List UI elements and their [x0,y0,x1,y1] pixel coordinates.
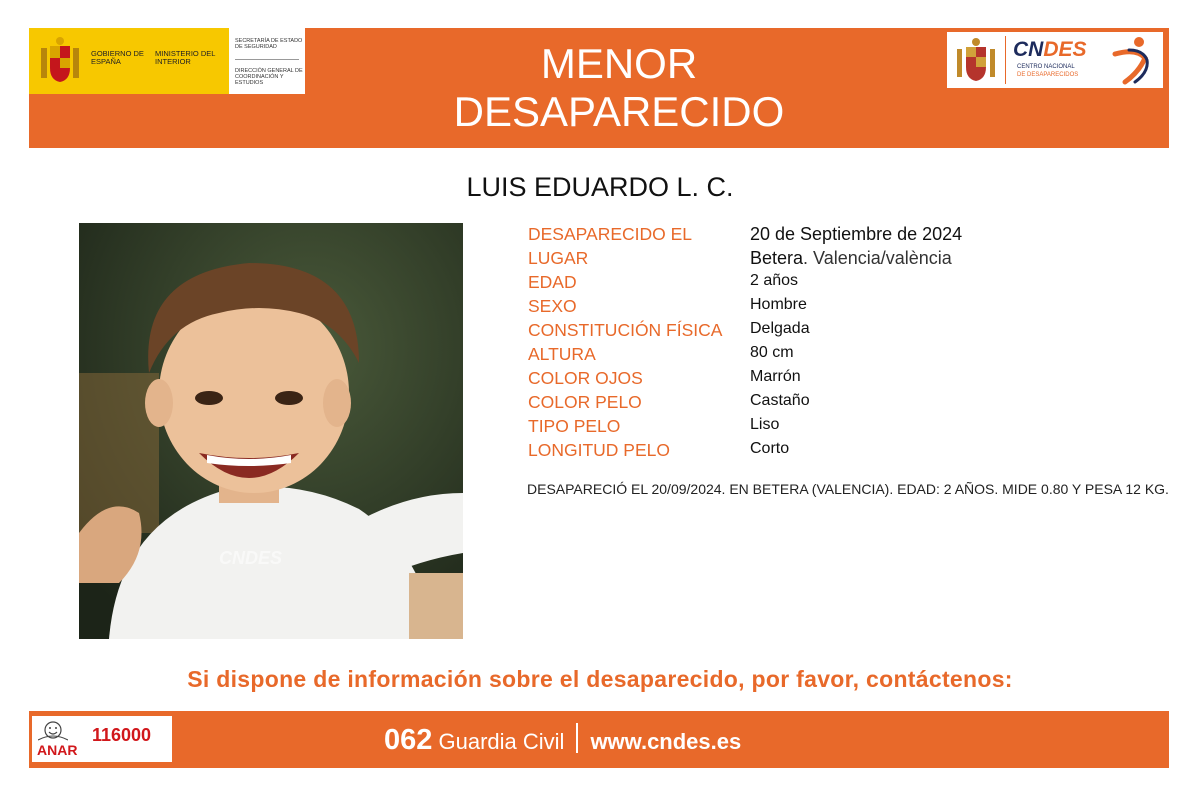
anar-phone-number[interactable]: 116000 [92,725,152,745]
secretariat-text: SECRETARÍA DE ESTADO DE SEGURIDAD [235,38,303,50]
detail-label: DESAPARECIDO EL [528,224,693,244]
detail-value: Marrón [750,368,801,385]
cndes-cn-text: CN [1013,38,1044,61]
detail-value: Liso [750,416,780,433]
directorate-text: DIRECCIÓN GENERAL DE COORDINACIÓN Y ESTUDIOS [235,68,303,86]
detail-label: CONSTITUCIÓN FÍSICA [528,320,723,340]
detail-label: LONGITUD PELO [528,440,670,460]
detail-value: Delgada [750,320,810,337]
cndes-subtitle-2: DE DESAPARECIDOS [1017,72,1079,78]
detail-label: LUGAR [528,248,589,268]
footer-contact-line [384,723,741,757]
detail-label: COLOR PELO [528,392,642,412]
detail-label: SEXO [528,296,577,316]
detail-label: ALTURA [528,344,596,364]
missing-person-name: LUIS EDUARDO L. C. [466,172,734,202]
detail-value-place [750,248,952,269]
detail-value: 20 de Septiembre de 2024 [750,224,963,244]
footer-divider [576,723,578,753]
place-region: . Valencia/valència [803,248,952,268]
cndes-logo [947,32,1163,88]
government-logo [29,28,305,94]
place-town: Betera [750,248,804,268]
cndes-des-text: DES [1043,38,1087,61]
detail-value: 80 cm [750,344,794,361]
cndes-divider [1005,36,1006,84]
gov-name-text: GOBIERNO DE ESPAÑA [91,49,144,66]
title-line-1: MENOR [540,40,698,87]
detail-value: 2 años [750,272,799,289]
child-photo-illustration [79,223,463,639]
footer-band [29,711,1169,768]
header-band [29,28,1169,148]
case-description: DESAPARECIÓ EL 20/09/2024. EN BETERA (VALENCIA). EDAD: 2 AÑOS. MIDE 0.80 Y PESA 12 KG. [527,481,1169,497]
detail-label: EDAD [528,272,577,292]
detail-label: COLOR OJOS [528,368,643,388]
contact-prompt: Si dispone de información sobre el desaparecido, por favor, contáctenos: [187,666,1013,692]
cndes-subtitle-1: CENTRO NACIONAL [1017,64,1075,70]
anar-label: ANAR [37,742,78,758]
ministry-name-text: MINISTERIO DEL INTERIOR [155,49,216,66]
detail-value: Corto [750,440,790,457]
emergency-phone-number[interactable]: 062 [384,724,433,756]
page-title [359,40,879,136]
website-link[interactable]: www.cndes.es [590,729,742,754]
gov-logo-divider [235,59,299,60]
phone-organization: Guardia Civil [432,729,565,754]
detail-value: Castaño [750,392,810,409]
cndes-wordmark [1013,38,1087,62]
photo-watermark: CNDES [219,548,283,568]
smiley-face-icon [38,720,68,744]
crest-icon [951,35,1001,85]
anar-logo [32,716,172,762]
detail-label: TIPO PELO [528,416,621,436]
missing-person-photo [79,223,463,639]
coat-of-arms-icon [37,36,83,86]
people-figure-icon [1105,34,1159,86]
title-line-2: DESAPARECIDO [453,88,785,135]
detail-value: Hombre [750,296,807,313]
